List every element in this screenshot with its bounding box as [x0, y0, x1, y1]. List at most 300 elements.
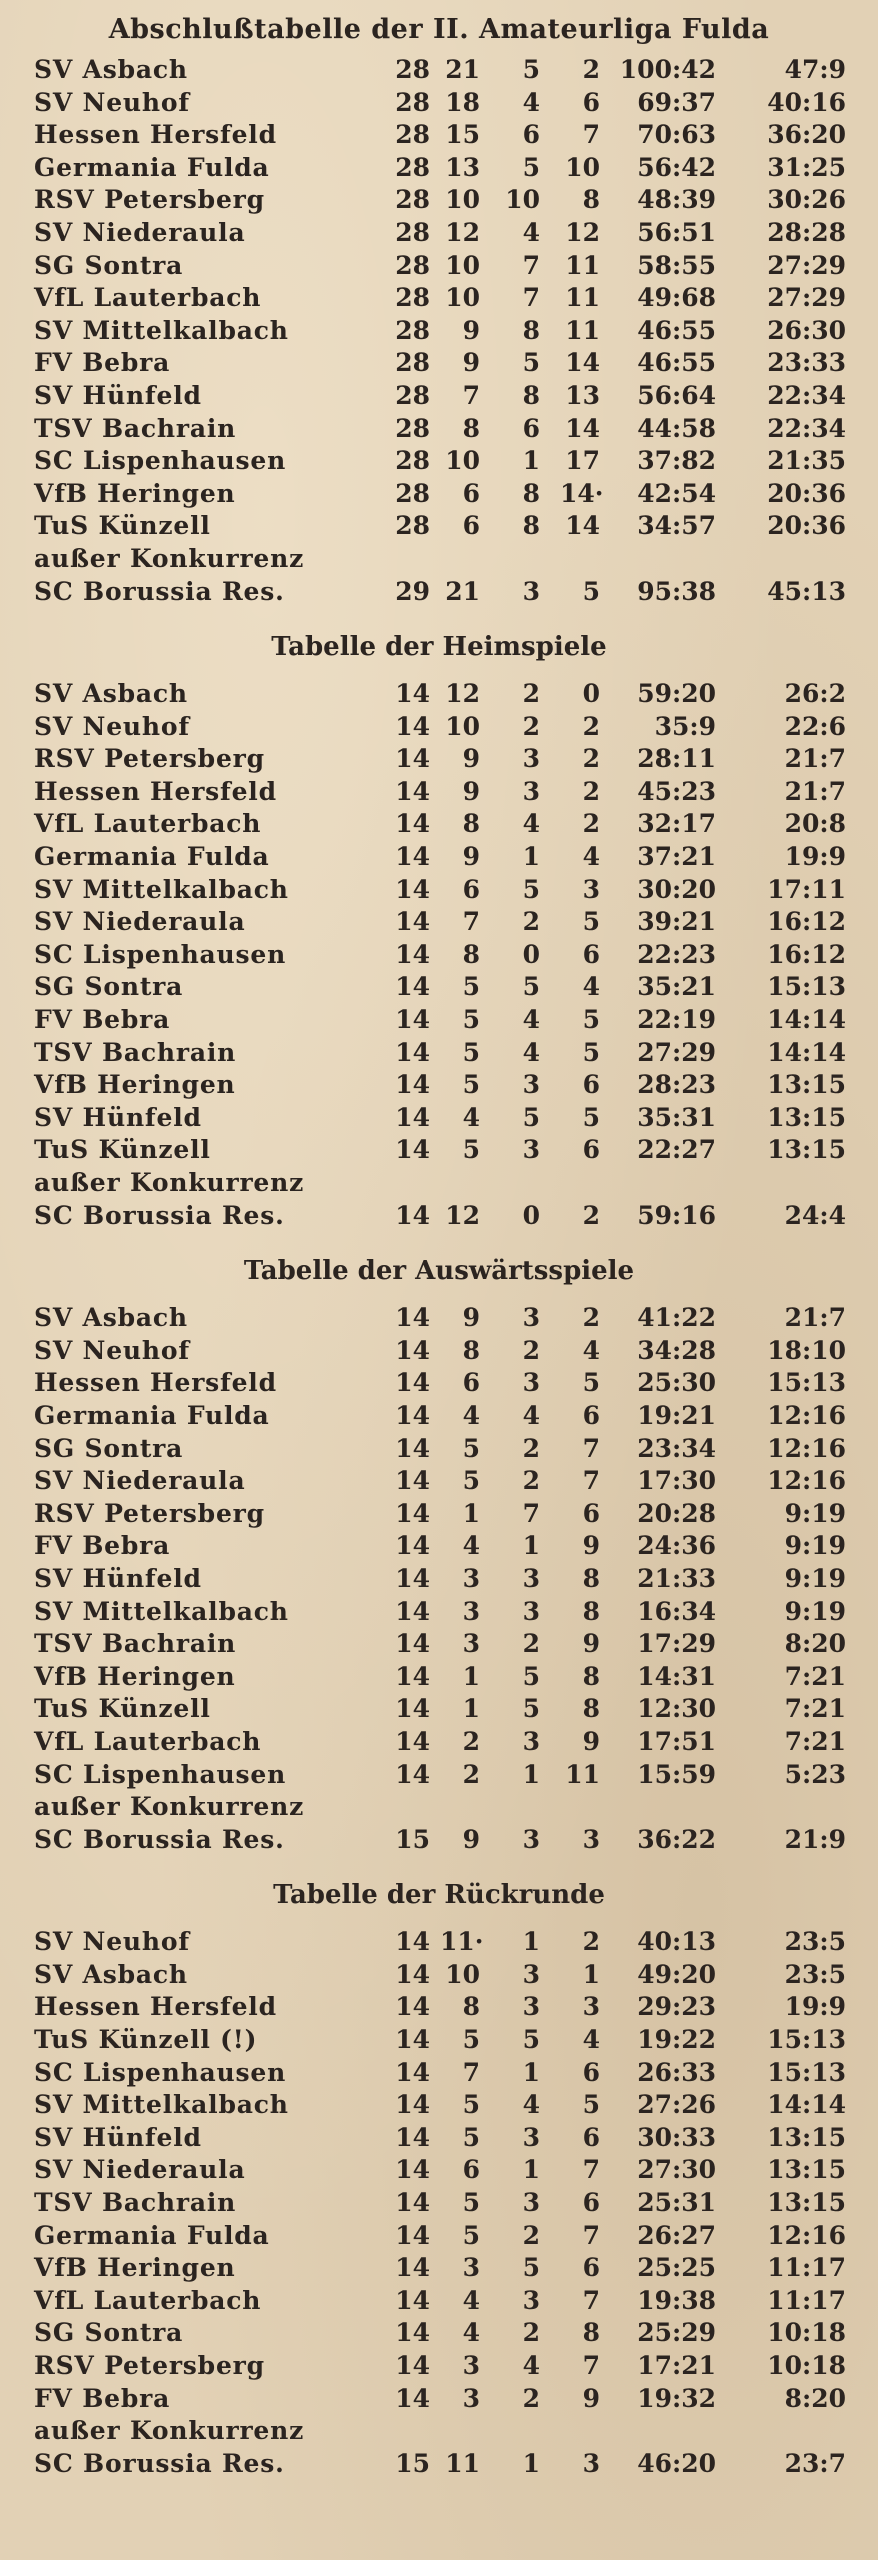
draws: 3: [522, 576, 540, 606]
games-played: 28: [395, 478, 430, 508]
games-played: 14: [395, 2057, 430, 2087]
losses: 5: [582, 2090, 600, 2120]
wins: 6: [462, 478, 480, 508]
games-played: 14: [395, 1070, 430, 1100]
table-row: [0, 1563, 878, 1596]
games-played: 14: [395, 1531, 430, 1561]
points: 23:5: [784, 1959, 846, 1989]
team-name: Hessen Hersfeld: [34, 776, 277, 806]
draws: 4: [522, 217, 540, 247]
draws: 7: [522, 1498, 540, 1528]
goals: 23:34: [637, 1433, 716, 1463]
team-name: TuS Künzell: [34, 1135, 211, 1165]
goals: 25:31: [637, 2188, 716, 2218]
table-row: [0, 874, 878, 907]
games-played: 14: [395, 874, 430, 904]
losses: 3: [582, 1824, 600, 1854]
goals: 30:20: [637, 874, 716, 904]
team-name: RSV Petersberg: [34, 744, 265, 774]
wins: 9: [462, 1303, 480, 1333]
points: 14:14: [767, 2090, 846, 2120]
wins: 6: [462, 511, 480, 541]
goals: 27:30: [637, 2155, 716, 2185]
goals: 30:33: [637, 2122, 716, 2152]
losses: 6: [582, 939, 600, 969]
games-played: 29: [395, 576, 430, 606]
table-row: [0, 2383, 878, 2416]
wins: 4: [462, 1102, 480, 1132]
team-name: SV Hünfeld: [34, 2122, 202, 2152]
team-name: TSV Bachrain: [34, 1037, 237, 1067]
team-name: SV Mittelkalbach: [34, 874, 289, 904]
table-row: [0, 2187, 878, 2220]
table-row: [0, 1069, 878, 1102]
games-played: 14: [395, 1037, 430, 1067]
wins: 3: [462, 2253, 480, 2283]
points: 23:7: [784, 2448, 846, 2478]
table-row: [0, 2024, 878, 2057]
wins: 12: [445, 1200, 480, 1230]
wins: 5: [462, 1433, 480, 1463]
losses: 9: [582, 2383, 600, 2413]
goals: 58:55: [637, 250, 716, 280]
draws: 5: [522, 1694, 540, 1724]
table-row: [0, 2089, 878, 2122]
points: 22:34: [767, 380, 846, 410]
table-row: [0, 1596, 878, 1629]
losses: 13: [565, 380, 600, 410]
table-row: [0, 2285, 878, 2318]
games-played: 14: [395, 1927, 430, 1957]
goals: 100:42: [619, 55, 716, 84]
draws: 4: [522, 1005, 540, 1035]
table-row: [0, 1991, 878, 2024]
wins: 3: [462, 1629, 480, 1659]
draws: 2: [522, 2318, 540, 2348]
draws: 3: [522, 2285, 540, 2315]
games-played: 14: [395, 1992, 430, 2022]
draws: 5: [522, 55, 540, 84]
wins: 3: [462, 1596, 480, 1626]
points: 9:19: [784, 1498, 846, 1528]
losses: 5: [582, 1102, 600, 1132]
games-played: 14: [395, 1466, 430, 1496]
out-of-competition-note: außer Konkurrenz: [34, 2416, 305, 2446]
wins: 5: [462, 1466, 480, 1496]
draws: 1: [522, 2155, 540, 2185]
section-gap: [0, 608, 878, 616]
points: 7:21: [784, 1661, 846, 1691]
wins: 9: [462, 348, 480, 378]
games-played: 15: [395, 2448, 430, 2478]
points: 13:15: [767, 1135, 846, 1165]
games-played: 15: [395, 1824, 430, 1854]
goals: 17:51: [637, 1726, 716, 1756]
table-row: [0, 445, 878, 478]
goals: 41:22: [637, 1303, 716, 1333]
losses: 8: [582, 2318, 600, 2348]
table-heading: Tabelle der Heimspiele: [271, 632, 607, 663]
games-played: 28: [395, 55, 430, 84]
wins: 9: [462, 842, 480, 872]
points: 21:7: [784, 1303, 846, 1333]
team-name: SV Hünfeld: [34, 380, 202, 410]
losses: 2: [582, 711, 600, 741]
goals: 37:21: [637, 842, 716, 872]
games-played: 14: [395, 1400, 430, 1430]
points: 7:21: [784, 1726, 846, 1756]
points: 16:12: [767, 939, 846, 969]
wins: 5: [462, 2025, 480, 2055]
losses: 17: [565, 446, 600, 476]
losses: 6: [582, 87, 600, 117]
games-played: 14: [395, 2025, 430, 2055]
losses: 6: [582, 1070, 600, 1100]
games-played: 28: [395, 87, 430, 117]
table-row: [0, 2154, 878, 2187]
team-name: SG Sontra: [34, 250, 184, 280]
draws: 8: [522, 511, 540, 541]
wins: 10: [445, 185, 480, 215]
table-row: [0, 1400, 878, 1433]
table-row: [0, 1959, 878, 1992]
games-played: 14: [395, 1726, 430, 1756]
points: 15:13: [767, 2025, 846, 2055]
games-played: 28: [395, 120, 430, 150]
games-played: 14: [395, 842, 430, 872]
wins: 5: [462, 2090, 480, 2120]
table-row: [0, 2057, 878, 2090]
wins: 6: [462, 2155, 480, 2185]
wins: 1: [462, 1498, 480, 1528]
table-row: [0, 2252, 878, 2285]
draws: 1: [522, 842, 540, 872]
losses: 2: [582, 744, 600, 774]
table-row: [0, 2220, 878, 2253]
points: 22:6: [784, 711, 846, 741]
team-name: SC Borussia Res.: [34, 2448, 285, 2478]
team-name: FV Bebra: [34, 2383, 171, 2413]
points: 36:20: [767, 120, 846, 150]
team-name: SV Asbach: [34, 679, 188, 709]
goals: 19:38: [637, 2285, 716, 2315]
wins: 5: [462, 1005, 480, 1035]
team-name: SV Neuhof: [34, 711, 190, 741]
games-played: 28: [395, 413, 430, 443]
table-row-extra: [0, 576, 878, 609]
table-row: [0, 315, 878, 348]
wins: 13: [445, 152, 480, 182]
draws: 10: [505, 185, 540, 215]
points: 26:2: [784, 679, 846, 709]
table-row: [0, 711, 878, 744]
wins: 12: [445, 679, 480, 709]
goals: 16:34: [637, 1596, 716, 1626]
team-name: SV Niederaula: [34, 907, 246, 937]
points: 12:16: [767, 2220, 846, 2250]
losses: 7: [582, 1466, 600, 1496]
goals: 17:21: [637, 2351, 716, 2380]
draws: 2: [522, 1629, 540, 1659]
games-played: 28: [395, 152, 430, 182]
goals: 21:33: [637, 1563, 716, 1593]
goals: 44:58: [637, 413, 716, 443]
team-name: VfL Lauterbach: [34, 1726, 262, 1756]
games-played: 14: [395, 1959, 430, 1989]
goals: 40:13: [637, 1927, 716, 1957]
points: 28:28: [767, 217, 846, 247]
games-played: 14: [395, 2318, 430, 2348]
goals: 20:28: [637, 1498, 716, 1528]
draws: 5: [522, 1102, 540, 1132]
team-name: Hessen Hersfeld: [34, 1368, 277, 1398]
draws: 2: [522, 2383, 540, 2413]
games-played: 28: [395, 250, 430, 280]
wins: 3: [462, 2383, 480, 2413]
table-row: [0, 380, 878, 413]
losses: 6: [582, 1400, 600, 1430]
games-played: 14: [395, 1694, 430, 1724]
points: 21:7: [784, 744, 846, 774]
goals: 69:37: [637, 87, 716, 117]
goals: 42:54: [637, 478, 716, 508]
wins: 11: [445, 2448, 480, 2478]
losses: 11: [565, 250, 600, 280]
wins: 7: [462, 380, 480, 410]
wins: 9: [462, 315, 480, 345]
games-played: 28: [395, 446, 430, 476]
table-row: [0, 347, 878, 380]
page-title: Abschlußtabelle der II. Amateurliga Fulda: [108, 14, 770, 45]
points: 9:19: [784, 1596, 846, 1626]
wins: 9: [462, 1824, 480, 1854]
table-row: [0, 841, 878, 874]
wins: 2: [462, 1759, 480, 1789]
draws: 3: [522, 1563, 540, 1593]
wins: 5: [462, 972, 480, 1002]
goals: 56:51: [637, 217, 716, 247]
games-played: 14: [395, 2155, 430, 2185]
out-of-competition-note: außer Konkurrenz: [34, 1168, 305, 1197]
points: 45:13: [767, 576, 846, 606]
wins: 4: [462, 2285, 480, 2315]
points: 30:26: [767, 185, 846, 215]
games-played: 14: [395, 776, 430, 806]
losses: 12: [565, 217, 600, 247]
draws: 4: [522, 2090, 540, 2120]
points: 47:9: [784, 55, 846, 84]
losses: 9: [582, 1726, 600, 1756]
games-played: 14: [395, 907, 430, 937]
losses: 6: [582, 2057, 600, 2087]
games-played: 14: [395, 972, 430, 1002]
team-name: SC Borussia Res.: [34, 1824, 285, 1854]
draws: 1: [522, 446, 540, 476]
draws: 3: [522, 744, 540, 774]
points: 8:20: [784, 2383, 846, 2413]
draws: 3: [522, 776, 540, 806]
wins: 5: [462, 1135, 480, 1165]
games-played: 14: [395, 1200, 430, 1230]
losses: 11: [565, 1759, 600, 1789]
team-name: VfB Heringen: [34, 1070, 236, 1100]
wins: 15: [445, 120, 480, 150]
goals: 19:32: [637, 2383, 716, 2413]
points: 13:15: [767, 1102, 846, 1132]
wins: 4: [462, 2318, 480, 2348]
team-name: SV Asbach: [34, 55, 188, 84]
games-played: 14: [395, 1135, 430, 1165]
points: 15:13: [767, 2057, 846, 2087]
losses: 8: [582, 1661, 600, 1691]
draws: 2: [522, 1335, 540, 1365]
team-name: VfB Heringen: [34, 1661, 236, 1691]
games-played: 14: [395, 2285, 430, 2315]
games-played: 14: [395, 1303, 430, 1333]
losses: 14: [565, 348, 600, 378]
points: 40:16: [767, 87, 846, 117]
section-gap: [0, 1232, 878, 1240]
points: 13:15: [767, 2188, 846, 2218]
goals: 32:17: [637, 809, 716, 839]
table-row: [0, 1628, 878, 1661]
team-name: RSV Petersberg: [34, 1498, 265, 1528]
goals: 34:57: [637, 511, 716, 541]
games-played: 14: [395, 939, 430, 969]
table-row: [0, 1335, 878, 1368]
points: 23:33: [767, 348, 846, 378]
losses: 6: [582, 2253, 600, 2283]
losses: 10: [565, 152, 600, 182]
wins: 11·: [440, 1927, 484, 1957]
team-name: VfL Lauterbach: [34, 809, 262, 839]
league-tables: [0, 54, 878, 2480]
team-name: SC Lispenhausen: [34, 939, 287, 969]
games-played: 14: [395, 1596, 430, 1626]
games-played: 14: [395, 679, 430, 709]
points: 11:17: [767, 2253, 846, 2283]
points: 31:25: [767, 152, 846, 182]
team-name: VfL Lauterbach: [34, 2285, 262, 2315]
points: 21:35: [767, 446, 846, 476]
out-of-competition-note: außer Konkurrenz: [34, 543, 305, 573]
goals: 12:30: [637, 1694, 716, 1724]
wins: 4: [462, 1531, 480, 1561]
team-name: VfB Heringen: [34, 478, 236, 508]
goals: 45:23: [637, 776, 716, 806]
table-row: [0, 808, 878, 841]
section-gap: [0, 1856, 878, 1864]
losses: 6: [582, 2122, 600, 2152]
losses: 9: [582, 1531, 600, 1561]
table-row: [0, 1759, 878, 1792]
points: 9:19: [784, 1563, 846, 1593]
wins: 10: [445, 1959, 480, 1989]
table-row: [0, 1926, 878, 1959]
losses: 11: [565, 315, 600, 345]
wins: 8: [462, 1335, 480, 1365]
draws: 1: [522, 1927, 540, 1957]
points: 26:30: [767, 315, 846, 345]
team-name: VfL Lauterbach: [34, 283, 262, 313]
goals: 35:31: [637, 1102, 716, 1132]
losses: 5: [582, 1037, 600, 1067]
table-row: [0, 1433, 878, 1466]
losses: 7: [582, 2285, 600, 2315]
points: 14:14: [767, 1037, 846, 1067]
games-played: 28: [395, 511, 430, 541]
team-name: SV Hünfeld: [34, 1563, 202, 1593]
goals: 25:30: [637, 1368, 716, 1398]
games-played: 14: [395, 744, 430, 774]
wins: 5: [462, 1070, 480, 1100]
games-played: 14: [395, 2188, 430, 2218]
goals: 56:42: [637, 152, 716, 182]
points: 27:29: [767, 250, 846, 280]
losses: 4: [582, 1335, 600, 1365]
goals: 25:29: [637, 2318, 716, 2348]
draws: 3: [522, 2122, 540, 2152]
points: 13:15: [767, 2155, 846, 2185]
table-row: [0, 152, 878, 185]
team-name: SV Mittelkalbach: [34, 1596, 289, 1626]
games-played: 14: [395, 1498, 430, 1528]
table-row: [0, 217, 878, 250]
games-played: 14: [395, 1759, 430, 1789]
draws: 1: [522, 2057, 540, 2087]
goals: 19:22: [637, 2025, 716, 2055]
wins: 10: [445, 446, 480, 476]
games-played: 28: [395, 283, 430, 313]
draws: 3: [522, 1596, 540, 1626]
draws: 8: [522, 478, 540, 508]
points: 24:4: [784, 1200, 846, 1230]
table-row: [0, 54, 878, 87]
draws: 5: [522, 2253, 540, 2283]
points: 21:7: [784, 776, 846, 806]
draws: 5: [522, 348, 540, 378]
wins: 1: [462, 1661, 480, 1691]
wins: 5: [462, 2188, 480, 2218]
team-name: SG Sontra: [34, 1433, 184, 1463]
wins: 5: [462, 1037, 480, 1067]
table-row: [0, 1465, 878, 1498]
table-row: [0, 2122, 878, 2155]
goals: 26:27: [637, 2220, 716, 2250]
table-row-extra: [0, 1200, 878, 1233]
team-name: RSV Petersberg: [34, 185, 265, 215]
team-name: SC Lispenhausen: [34, 2057, 287, 2087]
goals: 59:16: [637, 1200, 716, 1230]
wins: 8: [462, 1992, 480, 2022]
draws: 3: [522, 1992, 540, 2022]
losses: 1: [582, 1959, 600, 1989]
points: 12:16: [767, 1433, 846, 1463]
table-row: [0, 1302, 878, 1335]
team-name: TuS Künzell: [34, 1694, 211, 1724]
goals: 46:55: [637, 315, 716, 345]
goals: 27:26: [637, 2090, 716, 2120]
wins: 1: [462, 1694, 480, 1724]
goals: 34:28: [637, 1335, 716, 1365]
losses: 5: [582, 1005, 600, 1035]
games-played: 14: [395, 2253, 430, 2283]
team-name: VfB Heringen: [34, 2253, 236, 2283]
table-row: [0, 1367, 878, 1400]
table-row: [0, 906, 878, 939]
standings-table: [0, 1240, 878, 1856]
team-name: SC Lispenhausen: [34, 446, 287, 476]
